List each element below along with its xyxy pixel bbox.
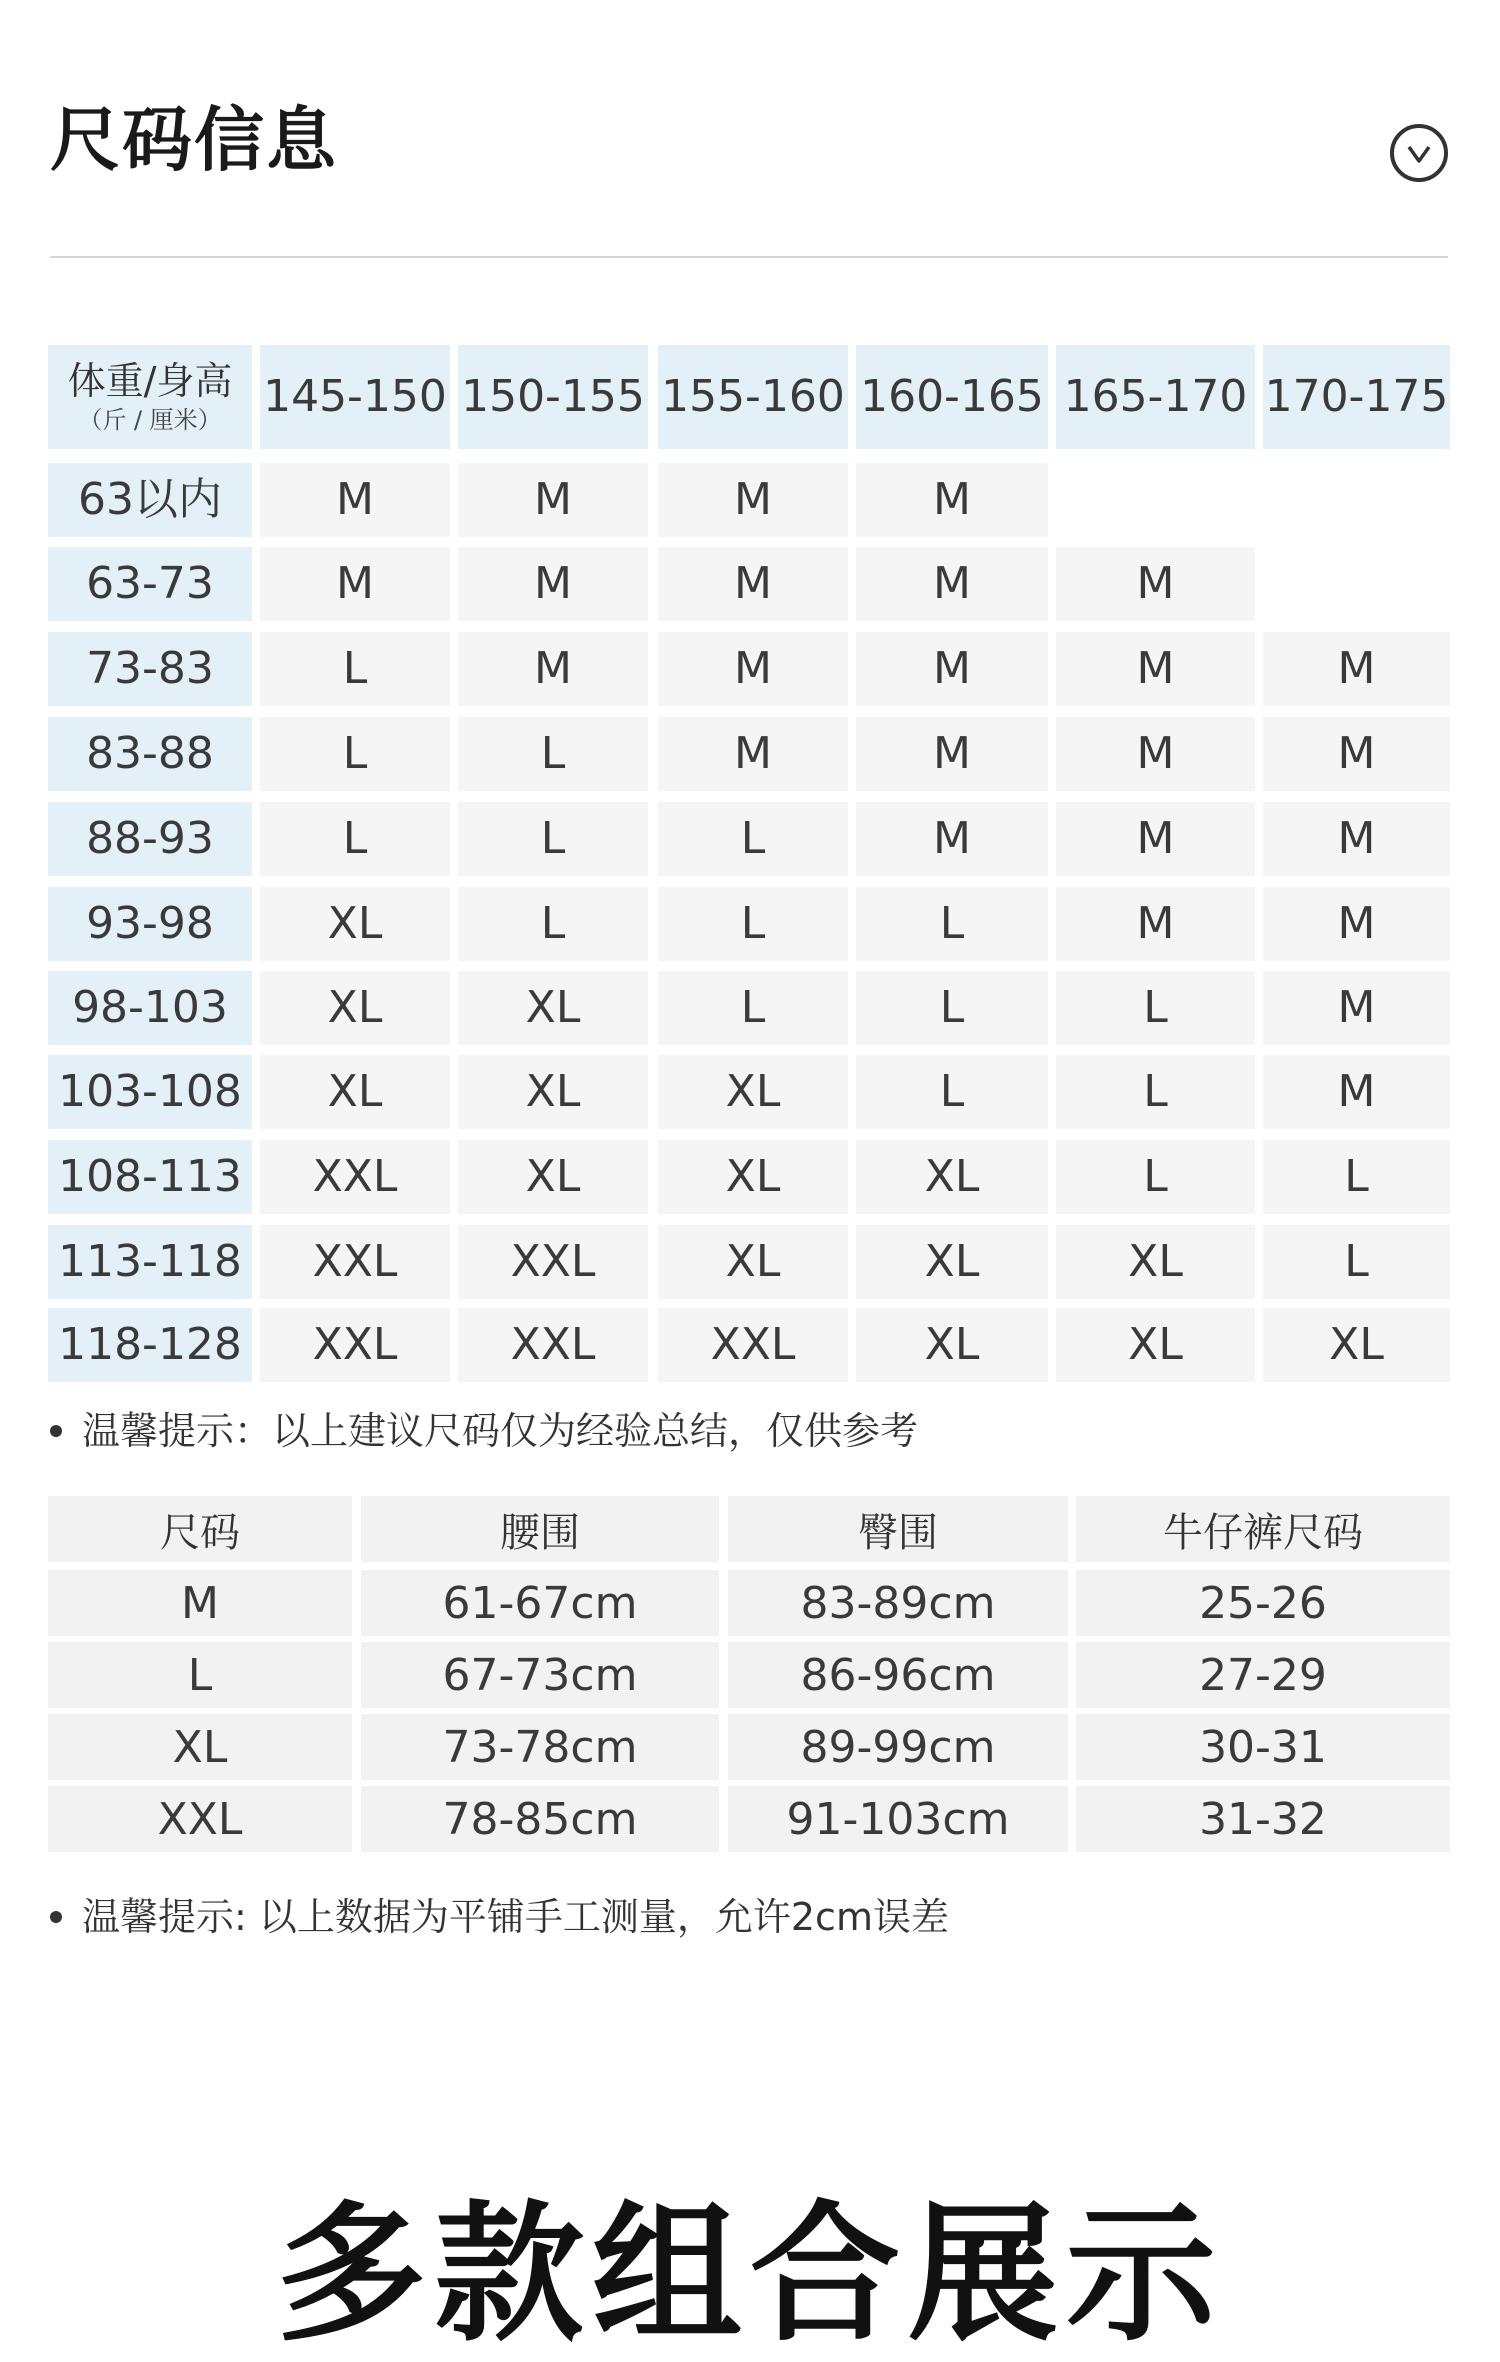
height-header: 160-165: [856, 345, 1048, 449]
weight-header: 118-128: [48, 1308, 252, 1382]
weight-header: 93-98: [48, 887, 252, 961]
size-cell: L: [1263, 1140, 1450, 1214]
measurement-cell: 73-78cm: [361, 1714, 719, 1780]
weight-header: 63以内: [48, 463, 252, 537]
size-cell: M: [1056, 547, 1255, 621]
measurement-header: 牛仔裤尺码: [1076, 1496, 1450, 1562]
size-cell: M: [1263, 717, 1450, 791]
weight-header: 88-93: [48, 802, 252, 876]
height-header: 145-150: [260, 345, 450, 449]
measurement-header: 腰围: [361, 1496, 719, 1562]
weight-header: 98-103: [48, 971, 252, 1045]
section-title: 多款组合展示: [275, 2188, 1224, 2362]
size-cell: XL: [1056, 1225, 1255, 1299]
measurement-tip-text: 温馨提示: 以上数据为平铺手工测量，允许2cm误差: [82, 1895, 949, 1939]
height-header: 165-170: [1056, 345, 1255, 449]
size-cell: M: [260, 463, 450, 537]
size-cell: XXL: [458, 1308, 648, 1382]
weight-header: 63-73: [48, 547, 252, 621]
weight-header: 83-88: [48, 717, 252, 791]
size-cell: L: [1056, 1140, 1255, 1214]
size-cell: XL: [1056, 1308, 1255, 1382]
measurement-header: 臀围: [728, 1496, 1068, 1562]
height-header: 170-175: [1263, 345, 1450, 449]
size-cell: M: [658, 717, 848, 791]
measurement-cell: 25-26: [1076, 1570, 1450, 1636]
size-cell: L: [658, 887, 848, 961]
size-cell: M: [458, 463, 648, 537]
size-cell: M: [1056, 632, 1255, 706]
size-cell: M: [856, 632, 1048, 706]
size-recommendation-table: [48, 345, 1450, 1380]
size-cell: L: [260, 802, 450, 876]
size-cell: L: [856, 1055, 1048, 1129]
bullet-icon: [50, 1911, 62, 1923]
size-cell: XL: [856, 1140, 1048, 1214]
size-cell: L: [260, 717, 450, 791]
size-cell: M: [1056, 802, 1255, 876]
size-cell: M: [458, 547, 648, 621]
size-cell: XXL: [458, 1225, 648, 1299]
measurement-header: 尺码: [48, 1496, 352, 1562]
weight-header: 113-118: [48, 1225, 252, 1299]
size-cell: M: [458, 632, 648, 706]
size-cell: M: [1263, 971, 1450, 1045]
size-cell: L: [1056, 971, 1255, 1045]
height-header: 155-160: [658, 345, 848, 449]
size-cell: XL: [458, 1140, 648, 1214]
measurement-cell: XXL: [48, 1786, 352, 1852]
size-cell: L: [458, 717, 648, 791]
size-cell: XXL: [260, 1308, 450, 1382]
page-title: 尺码信息: [50, 99, 338, 181]
size-cell: M: [1263, 632, 1450, 706]
measurement-cell: XL: [48, 1714, 352, 1780]
measurement-cell: 83-89cm: [728, 1570, 1068, 1636]
bullet-icon: [50, 1425, 62, 1437]
size-cell: L: [458, 802, 648, 876]
chevron-down-icon: [1407, 144, 1431, 164]
size-cell: M: [1263, 887, 1450, 961]
size-cell: M: [658, 547, 848, 621]
size-cell: M: [1056, 717, 1255, 791]
corner-header: [48, 345, 252, 449]
size-cell: M: [856, 547, 1048, 621]
size-cell: XL: [1263, 1308, 1450, 1382]
measurement-cell: 31-32: [1076, 1786, 1450, 1852]
measurement-cell: 67-73cm: [361, 1642, 719, 1708]
size-cell: L: [458, 887, 648, 961]
size-cell: XXL: [658, 1308, 848, 1382]
size-chart-tip-text: 温馨提示：以上建议尺码仅为经验总结，仅供参考: [82, 1409, 919, 1453]
size-cell: L: [1263, 1225, 1450, 1299]
size-cell: M: [260, 547, 450, 621]
size-cell: M: [658, 463, 848, 537]
weight-header: 73-83: [48, 632, 252, 706]
size-cell: M: [856, 717, 1048, 791]
size-cell: L: [1056, 1055, 1255, 1129]
size-cell: XL: [658, 1140, 848, 1214]
size-chart-tip: [50, 1409, 919, 1453]
size-cell: XL: [260, 1055, 450, 1129]
collapse-toggle-button[interactable]: [1390, 124, 1448, 182]
size-cell: L: [260, 632, 450, 706]
measurement-cell: M: [48, 1570, 352, 1636]
weight-header: 108-113: [48, 1140, 252, 1214]
size-cell: XL: [856, 1225, 1048, 1299]
height-header: 150-155: [458, 345, 648, 449]
corner-unit-label: （斤 / 厘米）: [78, 406, 222, 434]
measurement-cell: 89-99cm: [728, 1714, 1068, 1780]
size-cell: M: [658, 632, 848, 706]
size-cell: XXL: [260, 1140, 450, 1214]
size-cell: M: [1056, 887, 1255, 961]
size-cell: XL: [260, 971, 450, 1045]
size-cell: XL: [458, 1055, 648, 1129]
size-cell: M: [856, 463, 1048, 537]
measurement-cell: 91-103cm: [728, 1786, 1068, 1852]
size-cell: L: [856, 887, 1048, 961]
size-cell: M: [856, 802, 1048, 876]
size-cell: M: [1263, 1055, 1450, 1129]
size-cell: XL: [260, 887, 450, 961]
corner-label: 体重/身高: [67, 359, 233, 403]
measurement-cell: 86-96cm: [728, 1642, 1068, 1708]
size-cell: L: [658, 802, 848, 876]
measurement-cell: 78-85cm: [361, 1786, 719, 1852]
size-cell: XL: [856, 1308, 1048, 1382]
size-cell: M: [1263, 802, 1450, 876]
measurement-cell: 61-67cm: [361, 1570, 719, 1636]
measurement-cell: 30-31: [1076, 1714, 1450, 1780]
size-cell: XL: [658, 1055, 848, 1129]
size-cell: XXL: [260, 1225, 450, 1299]
size-cell: XL: [458, 971, 648, 1045]
measurement-tip: [50, 1895, 949, 1939]
measurement-cell: L: [48, 1642, 352, 1708]
weight-header: 103-108: [48, 1055, 252, 1129]
measurement-cell: 27-29: [1076, 1642, 1450, 1708]
measurement-table: [48, 1496, 1450, 1856]
header-divider: [50, 256, 1448, 258]
size-cell: L: [658, 971, 848, 1045]
size-cell: XL: [658, 1225, 848, 1299]
size-cell: L: [856, 971, 1048, 1045]
